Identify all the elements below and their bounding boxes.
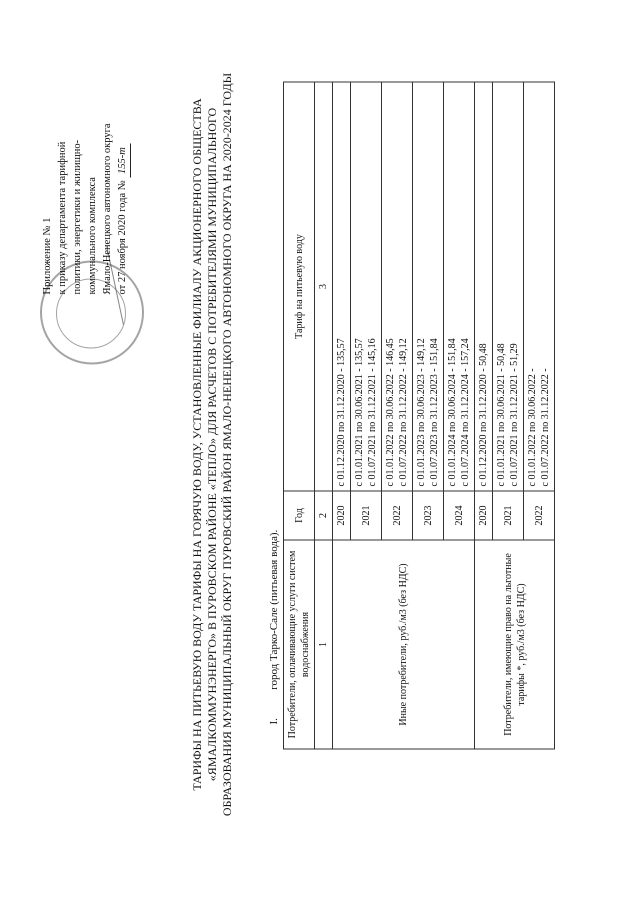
index-cell: 2 — [315, 491, 333, 540]
order-date: от 27 ноября 2020 года № — [117, 180, 128, 295]
consumer-cell: Иные потребители, руб./м3 (без НДС) — [333, 540, 475, 749]
year-cell: 2022 — [382, 491, 413, 540]
table-row — [333, 82, 351, 749]
year-cell: 2021 — [493, 491, 524, 540]
year-cell: 2020 — [333, 491, 351, 540]
tariff-cell — [524, 82, 555, 491]
tariff-period: с 01.01.2021 по 30.06.2021 - 135,57 — [354, 338, 365, 487]
order-date-line — [115, 30, 131, 295]
header-tariff: Тариф на питьевую воду — [284, 82, 315, 491]
tariff-period: с 01.12.2020 по 31.12.2020 - 50,48 — [478, 343, 489, 487]
header-line: коммунального комплекса — [87, 177, 98, 295]
tariff-cell — [475, 82, 493, 491]
tariff-period: с 01.07.2024 по 31.12.2024 - 157,24 — [460, 338, 471, 487]
header-line: к приказу департамента тарифной — [57, 141, 68, 295]
index-cell: 1 — [315, 540, 333, 749]
order-number: 155-т — [115, 144, 131, 178]
tariff-period: с 01.07.2022 по 31.12.2022 - 149,12 — [398, 338, 409, 487]
tariff-period: с 01.12.2020 по 31.12.2020 - 135,57 — [336, 338, 347, 487]
appendix-number: Приложение № 1 — [42, 217, 53, 295]
tariff-cell — [493, 82, 524, 491]
tariff-cell — [444, 82, 475, 491]
tariff-period: с 01.01.2023 по 30.06.2023 - 149,12 — [416, 338, 427, 487]
tariff-period: с 01.01.2024 по 30.06.2024 - 151,84 — [447, 338, 458, 487]
tariff-period: с 01.01.2022 по 30.06.2022 - — [527, 368, 538, 487]
tariff-period: с 01.01.2022 по 30.06.2022 - 146,45 — [385, 338, 396, 487]
header-line: политики, энергетики и жилищно- — [72, 139, 83, 295]
year-cell: 2020 — [475, 491, 493, 540]
year-cell: 2021 — [351, 491, 382, 540]
header-consumers: Потребители, оплачивающие услуги систем водоснабжения — [284, 540, 315, 749]
section-heading — [268, 530, 280, 725]
tariff-cell — [413, 82, 444, 491]
tariff-period: с 01.07.2021 по 31.12.2021 - 145,16 — [367, 338, 378, 487]
table-index-row — [315, 82, 333, 749]
tariff-period: с 01.07.2021 по 31.12.2021 - 51,29 — [509, 343, 520, 487]
header-year: Год — [284, 491, 315, 540]
appendix-header — [40, 30, 131, 295]
document-title: ТАРИФЫ НА ПИТЬЕВУЮ ВОДУ ТАРИФЫ НА ГОРЯЧУЮ ВОДУ, УСТАНОВЛЕННЫЕ ФИЛИАЛУ АКЦИОНЕРНОГО ОБЩЕСТВА «ЯМАЛКОММУНЭНЕРГО» В ПУРОВСКОМ РАЙОНЕ «ТЕПЛО» ДЛЯ РАСЧЕТОВ С ПОТРЕБИТЕЛЯМИ МУНИЦИПАЛЬНОГО ОБРАЗОВАНИЯ МУНИЦИПАЛЬНЫЙ ОКРУГ ПУРОВСКИЙ РАЙОН ЯМАЛО-НЕНЕЦКОГО АВТОНОМНОГО ОКРУГА НА 2020-2024 ГОДЫ — [190, 72, 234, 817]
section-number: I. — [268, 718, 280, 725]
tariff-period: с 01.07.2022 по 31.12.2022 - — [540, 368, 551, 487]
header-line: Ямало-Ненецкого автономного округа — [102, 123, 113, 295]
tariff-cell — [351, 82, 382, 491]
table-row — [475, 82, 493, 749]
section-label: город Тарко-Сале (питьевая вода). — [268, 529, 280, 690]
tariff-table — [283, 82, 555, 750]
tariff-period: с 01.07.2023 по 31.12.2023 - 151,84 — [429, 338, 440, 487]
tariff-period: с 01.01.2021 по 30.06.2021 - 50,48 — [496, 343, 507, 487]
tariff-cell — [333, 82, 351, 491]
index-cell: 3 — [315, 82, 333, 491]
year-cell: 2022 — [524, 491, 555, 540]
tariff-cell — [382, 82, 413, 491]
year-cell: 2023 — [413, 491, 444, 540]
consumer-cell: Потребители, имеющие право на льготные тарифы *, руб./м3 (без НДС) — [475, 540, 555, 749]
table-header-row — [284, 82, 315, 749]
year-cell: 2024 — [444, 491, 475, 540]
